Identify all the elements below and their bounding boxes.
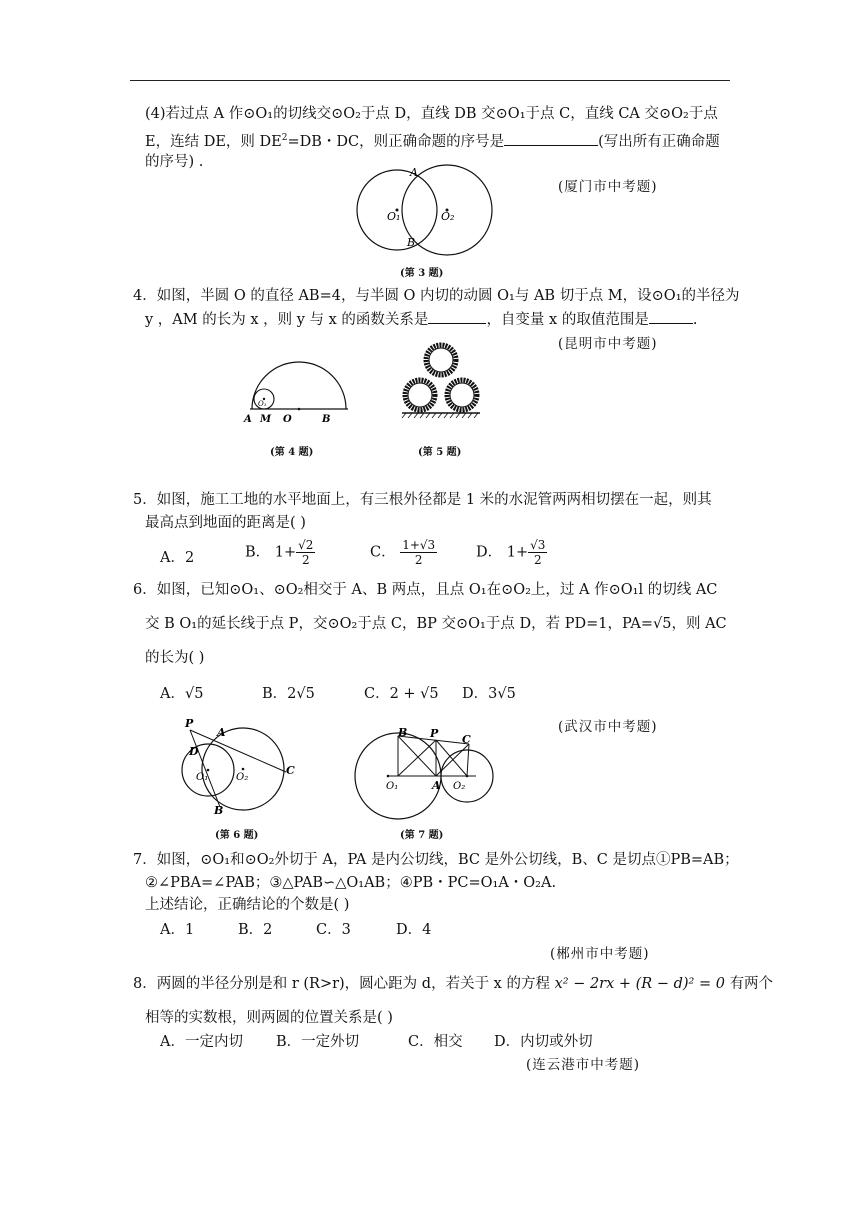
label-O2: O₂ (453, 781, 466, 792)
q8-option-c: C．相交 (408, 1034, 463, 1050)
q7-option-d: D．4 (396, 922, 432, 938)
label-B: B (398, 726, 408, 739)
answer-blank (504, 131, 598, 146)
figure-q7 (350, 724, 500, 824)
label-A: A (432, 779, 441, 792)
label-P: P (430, 727, 439, 740)
q7-option-b: B．2 (238, 922, 273, 938)
q8-line1: 8．两圆的半径分别是和 r (R>r)，圆心距为 d，若关于 x 的方程 x² − 2rx + (R − d)² = 0 有两个 (133, 976, 774, 992)
label-O: O (283, 414, 292, 425)
equation: x² − 2rx + (R − d)² = 0 (554, 976, 725, 992)
q8-line2: 相等的实数根，则两圆的位置关系是( ) (145, 1010, 393, 1026)
q8-source: (连云港市中考题) (526, 1057, 641, 1073)
q5-option-b: B． 1+ $\frac{√2}{2}$ (245, 538, 314, 567)
figure-q4 (240, 355, 350, 427)
q4-line1: 4．如图，半圆 O 的直径 AB=4，与半圆 O 内切的动圆 O₁与 AB 切于点 M，设⊙O₁的半径为 (133, 288, 740, 304)
label-O2: O₂ (441, 210, 455, 223)
label-B: B (214, 804, 224, 817)
q3-caption: (第 3 题) (400, 268, 444, 279)
label-O1: O₁ (258, 400, 267, 408)
label-B: B (407, 236, 416, 249)
label-A: A (410, 166, 418, 179)
q5-option-c: C． $\frac{1+√3}{2}$ (370, 538, 436, 567)
label-O2: O₂ (236, 772, 249, 783)
q4-line2: y ，AM 的长为 x ，则 y 与 x 的函数关系是 ，自变量 x 的取值范围是 . (145, 309, 697, 330)
q5-line1: 5．如图，施工工地的水平地面上，有三根外径都是 1 米的水泥管两两相切摆在一起，则其 (133, 492, 712, 508)
q5-option-d: D． 1+ $\frac{√3}{2}$ (476, 538, 546, 567)
q6-option-d: D．3√5 (462, 686, 516, 702)
q5-line2: 最高点到地面的距离是( ) (145, 515, 306, 531)
answer-blank (649, 309, 693, 324)
top-rule (130, 80, 730, 81)
answer-blank (428, 309, 486, 324)
label-C: C (462, 733, 471, 746)
label-O1: O₁ (196, 772, 209, 783)
q5-option-a: A．2 (160, 550, 195, 566)
figure-q6 (176, 712, 306, 817)
label-C: C (286, 764, 295, 777)
label-A: A (217, 726, 226, 739)
q6-caption: (第 6 题) (215, 830, 259, 841)
label-M: M (260, 414, 272, 425)
label-B: B (322, 414, 331, 425)
q7-source: (郴州市中考题) (550, 946, 650, 962)
q7-line2: ②∠PBA=∠PAB；③△PAB∽△O₁AB；④PB・PC=O₁A・O₂A. (145, 875, 557, 891)
q3-source: (厦门市中考题) (558, 179, 658, 195)
q6-line1: 6．如图，已知⊙O₁、⊙O₂相交于 A、B 两点，且点 O₁在⊙O₂上，过 A 作⊙O₁l 的切线 AC (133, 582, 718, 598)
figure-q5 (398, 340, 484, 420)
q8-option-b: B．一定外切 (276, 1034, 360, 1050)
q8-option-d: D．内切或外切 (494, 1034, 593, 1050)
q8-option-a: A．一定内切 (160, 1034, 243, 1050)
q6-option-c: C．2 + √5 (364, 686, 439, 702)
q6-line2: 交 B O₁的延长线于点 P，交⊙O₂于点 C，BP 交⊙O₁于点 D，若 PD=1，PA=√5，则 AC (145, 616, 727, 632)
q5-caption: (第 5 题) (418, 447, 462, 458)
q4-source: (昆明市中考题) (558, 336, 658, 352)
q6-line3: 的长为( ) (145, 650, 205, 666)
q6-source: (武汉市中考题) (558, 719, 658, 735)
label-O1: O₁ (386, 781, 399, 792)
label-O1: O₁ (387, 210, 401, 223)
q4-caption: (第 4 题) (270, 447, 314, 458)
q3-line2: E，连结 DE，则 $DE^2=DB$・DC，则正确命题的序号是 (写出所有正确命题 (145, 128, 720, 152)
q7-caption: (第 7 题) (400, 830, 444, 841)
label-D: D (189, 745, 199, 758)
q7-line3: 上述结论，正确结论的个数是( ) (145, 897, 350, 913)
q7-line1: 7．如图，⊙O₁和⊙O₂外切于 A，PA 是内公切线，BC 是外公切线，B、C 是切点①PB=AB； (133, 852, 739, 868)
q7-option-c: C．3 (316, 922, 351, 938)
figure-q3 (355, 160, 505, 260)
label-P: P (185, 717, 194, 730)
q3-line3: 的序号) . (145, 154, 204, 170)
q7-option-a: A．1 (160, 922, 195, 938)
q6-option-a: A．√5 (160, 686, 204, 702)
q6-option-b: B．2√5 (262, 686, 315, 702)
q3-line1: (4)若过点 A 作⊙O₁的切线交⊙O₂于点 D，直线 DB 交⊙O₁于点 C，直线 CA 交⊙O₂于点 (145, 106, 718, 122)
label-A: A (244, 414, 252, 425)
